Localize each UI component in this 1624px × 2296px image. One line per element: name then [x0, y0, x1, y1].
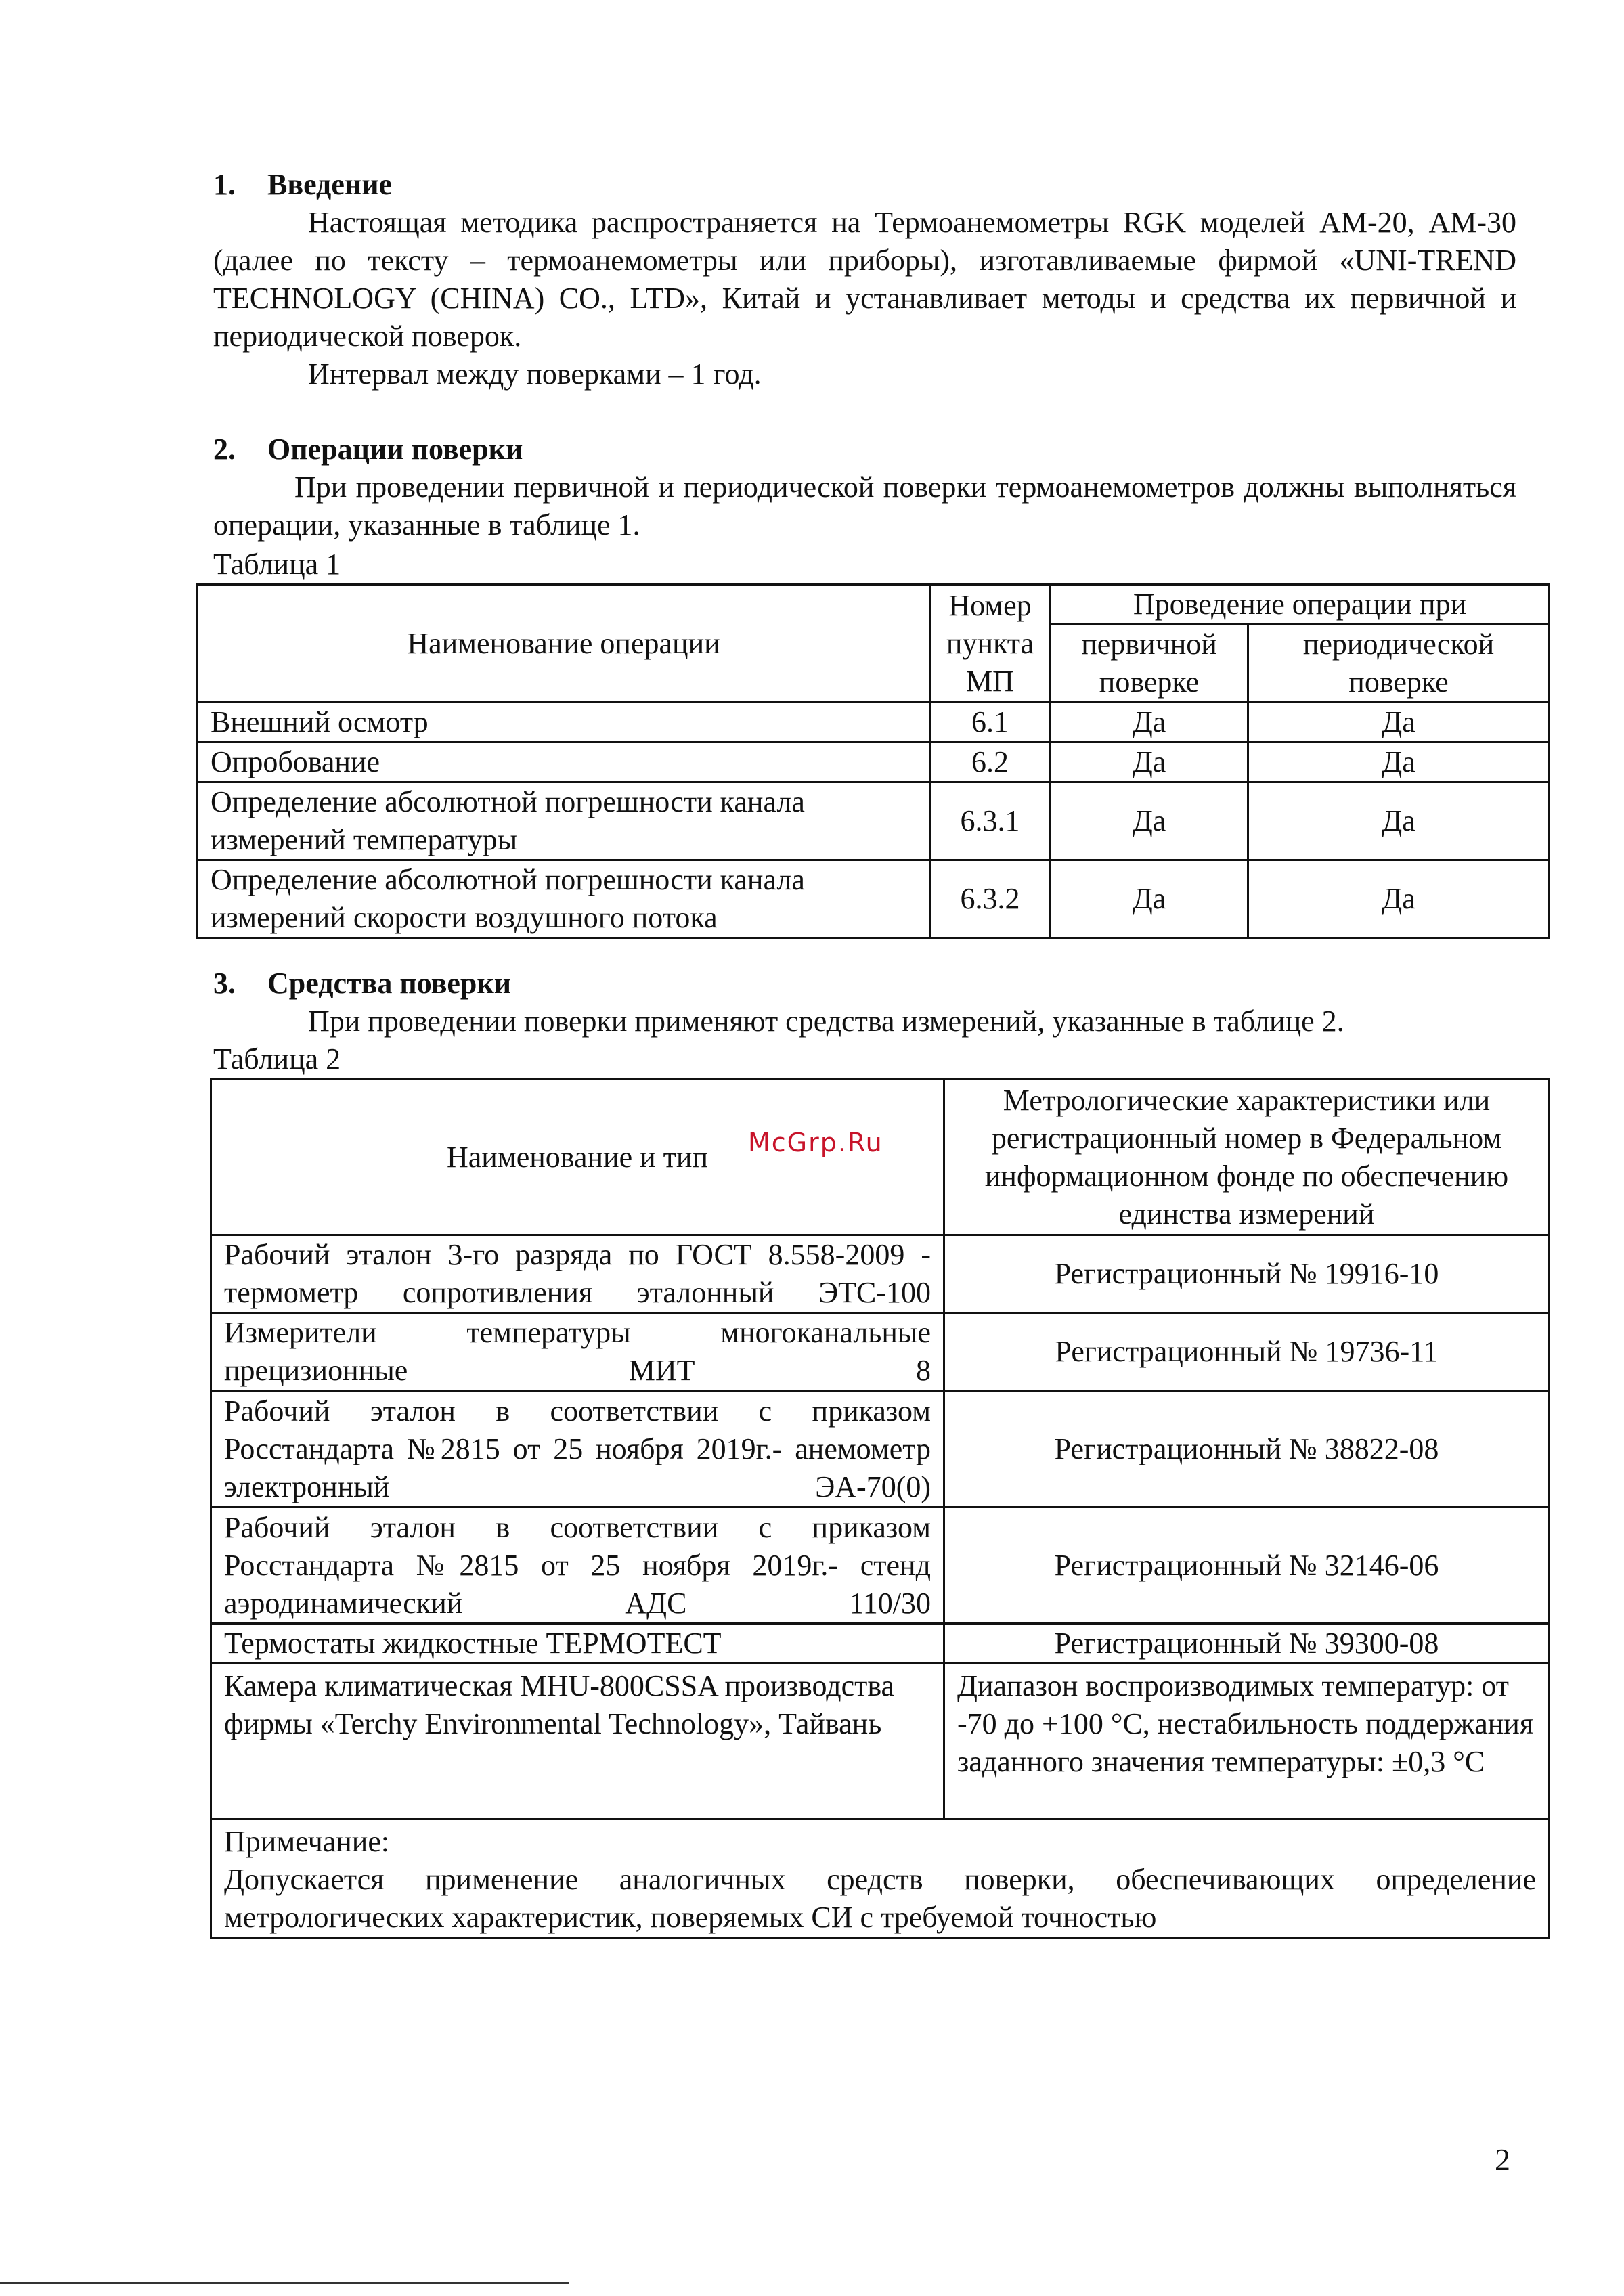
header-item-number: Номер пункта МП: [930, 585, 1051, 703]
cell-primary: Да: [1051, 860, 1248, 938]
section-number: 3.: [213, 967, 236, 1000]
section-means: [213, 965, 1516, 1040]
cell-name-type: Камера климатическая MHU-800CSSA производства фирмы «Terchy Environmental Technology», Тайвань: [211, 1664, 944, 1819]
note-cell: [211, 1819, 1550, 1938]
cell-metrological: Диапазон воспроизводимых температур: от -70 до +100 °С, нестабильность поддержания заданного значения температуры: ±0,3 °С: [944, 1664, 1550, 1819]
cell-item-number: 6.3.1: [930, 782, 1051, 860]
cell-operation-name: Определение абсолютной погрешности канала измерений скорости воздушного потока: [198, 860, 930, 938]
cell-metrological: Регистрационный № 39300-08: [944, 1624, 1550, 1664]
cell-name-type: Рабочий эталон в соответствии с приказом Росстандарта №2815 от 25 ноября 2019г.- анемометр электронный ЭА-70(0): [211, 1391, 944, 1507]
table-row: [198, 860, 1550, 938]
section-heading: [213, 965, 1516, 1002]
cell-periodic: Да: [1248, 703, 1550, 743]
header-name-type: Наименование и тип: [211, 1080, 944, 1235]
page-number: 2: [1495, 2142, 1510, 2177]
section-heading: [213, 430, 1516, 468]
cell-name-type: Измерители температуры многоканальные прецизионные МИТ 8: [211, 1313, 944, 1391]
cell-item-number: 6.1: [930, 703, 1051, 743]
table-row: [211, 1391, 1550, 1507]
paragraph: Настоящая методика распространяется на Термоанемометры RGK моделей АМ-20, АМ-30 (далее по тексту – термоанемометры или приборы), изготавливаемые фирмой «UNI-TREND TECHNOLOGY (CHINA) CO., LTD», Китай и устанавливает методы и средства их первичной и периодической поверок.: [213, 206, 1516, 353]
cell-periodic: Да: [1248, 782, 1550, 860]
table-caption: Таблица 2: [213, 1042, 341, 1076]
table-caption: Таблица 1: [213, 548, 341, 581]
cell-name-type: Рабочий эталон 3-го разряда по ГОСТ 8.558-2009 - термометр сопротивления эталонный ЭТС-100: [211, 1235, 944, 1313]
header-primary: первичной поверке: [1051, 625, 1248, 703]
section-heading: [213, 166, 1516, 204]
header-metrological: Метрологические характеристики или регистрационный номер в Федеральном информационном фонде по обеспечению единства измерений: [944, 1080, 1550, 1235]
cell-metrological: Регистрационный № 19916-10: [944, 1235, 1550, 1313]
table-row: [211, 1235, 1550, 1313]
section-introduction: [213, 166, 1516, 393]
section-title: Введение: [267, 168, 393, 201]
footer-rule: [0, 2282, 569, 2284]
section-number: 1.: [213, 168, 236, 201]
table-row: [211, 1507, 1550, 1624]
table-row: [211, 1313, 1550, 1391]
note-label: Примечание:: [224, 1825, 390, 1858]
cell-metrological: Регистрационный № 32146-06: [944, 1507, 1550, 1624]
table-row: [198, 743, 1550, 782]
header-periodic: периодической поверке: [1248, 625, 1550, 703]
cell-primary: Да: [1051, 743, 1248, 782]
cell-name-type: Термостаты жидкостные ТЕРМОТЕСТ: [211, 1624, 944, 1664]
header-operation-name: Наименование операции: [198, 585, 930, 703]
paragraph: Интервал между поверками – 1 год.: [308, 357, 762, 391]
section-number: 2.: [213, 433, 236, 466]
cell-item-number: 6.2: [930, 743, 1051, 782]
operations-table: [196, 583, 1550, 939]
cell-item-number: 6.3.2: [930, 860, 1051, 938]
cell-metrological: Регистрационный № 38822-08: [944, 1391, 1550, 1507]
table-row: [211, 1624, 1550, 1664]
header-operation-when: Проведение операции при: [1051, 585, 1550, 625]
cell-operation-name: Опробование: [198, 743, 930, 782]
note-text: Допускается применение аналогичных средств поверки, обеспечивающих определение метрологических характеристик, поверяемых СИ с требуемой точностью: [224, 1863, 1536, 1934]
paragraph: При проведении первичной и периодической поверки термоанемометров должны выполняться операции, указанные в таблице 1.: [213, 470, 1516, 542]
cell-primary: Да: [1051, 703, 1248, 743]
cell-periodic: Да: [1248, 860, 1550, 938]
section-title: Средства поверки: [267, 967, 512, 1000]
cell-periodic: Да: [1248, 743, 1550, 782]
cell-operation-name: Определение абсолютной погрешности канала измерений температуры: [198, 782, 930, 860]
cell-name-type: Рабочий эталон в соответствии с приказом Росстандарта №2815 от 25 ноября 2019г.- стенд аэродинамический АДС 110/30: [211, 1507, 944, 1624]
note-row: [211, 1819, 1550, 1938]
section-operations: [213, 430, 1516, 544]
watermark: McGrp.Ru: [748, 1128, 883, 1157]
table-row: [198, 782, 1550, 860]
means-table: [210, 1078, 1550, 1939]
cell-operation-name: Внешний осмотр: [198, 703, 930, 743]
section-title: Операции поверки: [267, 433, 523, 466]
cell-metrological: Регистрационный № 19736-11: [944, 1313, 1550, 1391]
table-row: [198, 703, 1550, 743]
cell-primary: Да: [1051, 782, 1248, 860]
paragraph: При проведении поверки применяют средства измерений, указанные в таблице 2.: [308, 1005, 1344, 1038]
table-row: [211, 1664, 1550, 1819]
